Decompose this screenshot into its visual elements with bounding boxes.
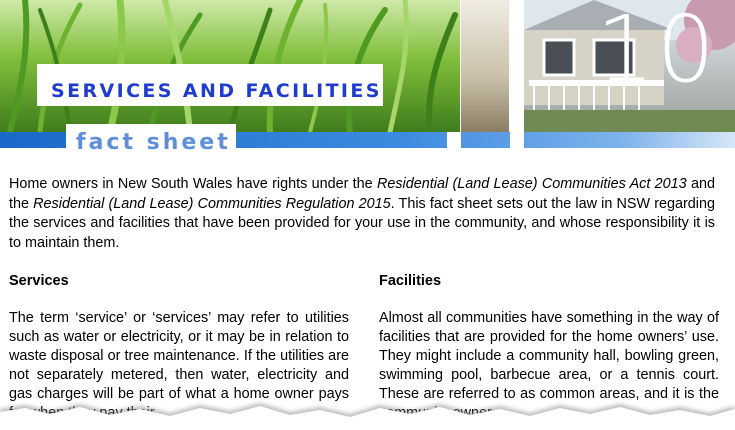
intro-text: . This fact sheet sets out the law in NSW regarding the services and facilities that have been provided for your use in the community, and whose responsibility it is to maintain them. bbox=[9, 195, 715, 251]
page-title: SERVICES AND FACILITIES bbox=[51, 80, 382, 102]
subtitle-panel bbox=[66, 124, 236, 160]
intro-paragraph bbox=[9, 175, 715, 253]
intro-text: Home owners in New South Wales have rights under the bbox=[9, 176, 377, 192]
house-detail-photo bbox=[461, 0, 509, 132]
title-panel bbox=[37, 64, 383, 106]
fact-sheet-number: 10 bbox=[595, 0, 717, 103]
bar-divider bbox=[510, 132, 524, 148]
facilities-heading: Facilities bbox=[379, 273, 442, 289]
services-heading: Services bbox=[9, 273, 69, 289]
fact-sheet-header bbox=[0, 0, 735, 160]
bar-divider bbox=[447, 132, 461, 148]
regulation-name: Residential (Land Lease) Communities Regulation 2015 bbox=[33, 195, 391, 212]
torn-edge bbox=[0, 395, 735, 430]
facilities-text: Almost all communities have something in the way of facilities that are provided for the home owners’ use. They might include a community hall, bowling green, swimming pool, barbecue area, or a tennis court. These are referred to as common areas, and it is the bbox=[379, 310, 719, 402]
intro-text: and the bbox=[9, 176, 715, 212]
house-photo bbox=[524, 0, 735, 132]
services-text: The term ‘service’ or ‘services’ may refer to utilities such as water or electricity, or it may be in relation to waste disposal or tree maintenance. If the utilities are not separately metered, then water, electricity and gas charges will be part of what a home owner pays bbox=[9, 310, 349, 402]
page-subtitle: fact sheet bbox=[76, 130, 231, 155]
act-name: Residential (Land Lease) Communities Act 2013 bbox=[376, 176, 687, 192]
